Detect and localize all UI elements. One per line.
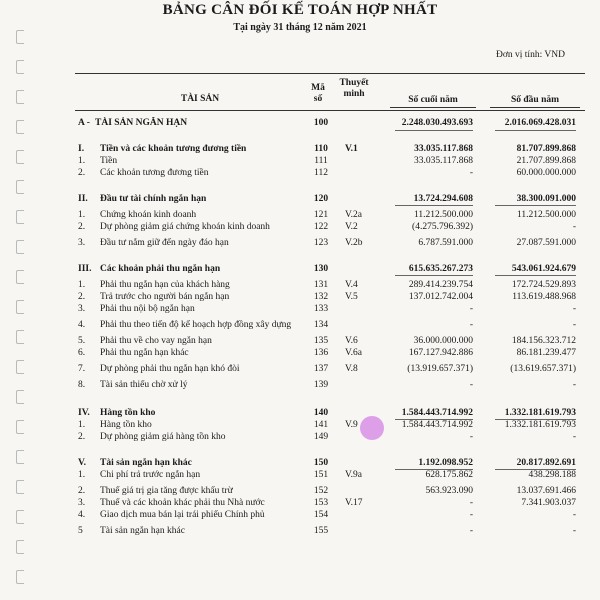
row-code: 155	[313, 526, 329, 536]
row-start-value: -	[572, 380, 576, 390]
row-number: 1.	[78, 420, 86, 430]
touch-indicator	[360, 416, 384, 440]
row-note: V.2b	[345, 238, 363, 248]
table-row	[0, 291, 600, 303]
subtotal-rule	[395, 419, 473, 420]
row-code: 134	[313, 320, 329, 330]
start-header-underline	[490, 107, 580, 108]
currency-unit: Đơn vị tính: VND	[496, 50, 565, 60]
row-end-value: (13.919.657.371)	[407, 364, 473, 374]
row-start-value: -	[572, 222, 576, 232]
row-label: Các khoản phải thu ngắn hạn	[100, 264, 221, 274]
column-header-end-of-year: Số cuối năm	[408, 95, 458, 105]
row-code: 151	[313, 470, 329, 480]
row-end-value: (4.275.796.392)	[412, 222, 473, 232]
row-label: Dự phòng giảm giá chứng khoán kinh doanh	[100, 222, 270, 232]
subtotal-rule	[395, 469, 473, 470]
subtotal-rule	[495, 419, 576, 420]
row-end-value: 33.035.117.868	[413, 156, 473, 166]
end-header-underline	[390, 107, 476, 108]
row-note: V.6	[345, 336, 358, 346]
row-number: A -	[78, 118, 90, 128]
row-label: Thuế và các khoản khác phải thu Nhà nước	[100, 498, 265, 508]
row-label: Phải thu theo tiến độ kế hoạch hợp đồng xây dựng	[100, 320, 292, 330]
row-label: Trả trước cho người bán ngắn hạn	[100, 292, 230, 302]
row-start-value: 13.037.691.466	[516, 486, 576, 496]
row-end-value: 289.414.239.754	[408, 280, 473, 290]
row-start-value: 113.619.488.968	[512, 292, 576, 302]
row-code: 136	[313, 348, 329, 358]
row-number: II.	[78, 194, 88, 204]
row-end-value: 33.035.117.868	[414, 144, 473, 154]
row-label: Phải thu ngắn hạn khác	[100, 348, 189, 358]
row-end-value: 137.012.742.004	[408, 292, 473, 302]
row-label: Phải thu về cho vay ngắn hạn	[100, 336, 212, 346]
row-end-value: 615.635.267.273	[408, 264, 473, 274]
row-start-value: 172.724.529.893	[511, 280, 576, 290]
table-row	[0, 167, 600, 179]
row-number: 3.	[78, 498, 86, 508]
row-code: 133	[313, 304, 329, 314]
row-note: V.4	[345, 280, 358, 290]
row-note: V.9	[345, 420, 358, 430]
table-row	[0, 143, 600, 155]
row-number: 4.	[78, 510, 86, 520]
row-code: 149	[313, 432, 329, 442]
row-start-value: 543.061.924.679	[511, 264, 576, 274]
row-number: 1.	[78, 280, 86, 290]
row-end-value: -	[469, 304, 473, 314]
document-title: BẢNG CÂN ĐỐI KẾ TOÁN HỢP NHẤT	[162, 2, 438, 18]
table-row	[0, 469, 600, 481]
row-note: V.8	[345, 364, 358, 374]
row-end-value: 1.584.443.714.992	[401, 408, 473, 418]
table-row	[0, 193, 600, 205]
row-label: Đầu tư tài chính ngắn hạn	[100, 194, 207, 204]
row-code: 154	[313, 510, 329, 520]
row-label: Dự phòng giảm giá hàng tồn kho	[100, 432, 226, 442]
row-start-value: -	[572, 510, 576, 520]
row-number: 2.	[78, 292, 86, 302]
row-start-value: 86.181.239.477	[516, 348, 576, 358]
row-start-value: -	[572, 320, 576, 330]
row-end-value: 1.584.443.714.992	[401, 420, 473, 430]
table-row	[0, 335, 600, 347]
column-header-code: Mã số	[311, 83, 325, 104]
row-code: 123	[313, 238, 329, 248]
row-note: V.17	[345, 498, 363, 508]
table-row	[0, 237, 600, 249]
row-label: TÀI SẢN NGẮN HẠN	[95, 118, 188, 128]
row-note: V.1	[345, 144, 358, 154]
row-number: 1.	[78, 156, 86, 166]
row-code: 122	[313, 222, 329, 232]
row-number: III.	[78, 264, 92, 274]
row-start-value: 81.707.899.868	[516, 144, 576, 154]
row-start-value: 60.000.000.000	[516, 168, 576, 178]
table-row	[0, 419, 600, 431]
table-row	[0, 303, 600, 315]
row-number: 2.	[78, 486, 86, 496]
row-number: 8.	[78, 380, 86, 390]
subtotal-rule	[495, 130, 576, 131]
row-end-value: 1.192.098.952	[418, 458, 473, 468]
row-start-value: 27.087.591.000	[516, 238, 576, 248]
row-start-value: 20.817.892.691	[516, 458, 576, 468]
row-code: 141	[313, 420, 329, 430]
row-code: 152	[313, 486, 329, 496]
row-label: Tài sản thiếu chờ xử lý	[100, 380, 188, 390]
row-number: 4.	[78, 320, 86, 330]
row-code: 132	[313, 292, 329, 302]
table-row	[0, 431, 600, 443]
table-row	[0, 155, 600, 167]
row-end-value: 628.175.862	[425, 470, 473, 480]
row-number: I.	[78, 144, 85, 154]
row-label: Hàng tồn kho	[100, 420, 152, 430]
row-end-value: -	[469, 526, 473, 536]
row-code: 111	[314, 156, 328, 166]
header-bottom-rule	[75, 110, 585, 111]
row-note: V.9a	[345, 470, 362, 480]
document-date: Tại ngày 31 tháng 12 năm 2021	[233, 22, 367, 33]
subtotal-rule	[495, 275, 576, 276]
row-end-value: 563.923.090	[425, 486, 473, 496]
subtotal-rule	[395, 130, 473, 131]
row-number: 5	[78, 526, 83, 536]
row-label: Tiền và các khoản tương đương tiền	[100, 144, 247, 154]
row-end-value: -	[469, 510, 473, 520]
table-row	[0, 319, 600, 331]
header-top-rule	[75, 73, 585, 74]
row-end-value: -	[469, 380, 473, 390]
row-end-value: 11.212.500.000	[413, 210, 473, 220]
row-start-value: 11.212.500.000	[516, 210, 576, 220]
row-start-value: 2.016.069.428.031	[504, 118, 576, 128]
row-label: Phải thu ngắn hạn của khách hàng	[100, 280, 230, 290]
row-start-value: 184.156.323.712	[511, 336, 576, 346]
row-label: Hàng tồn kho	[100, 408, 156, 418]
subtotal-rule	[395, 205, 473, 206]
row-number: 5.	[78, 336, 86, 346]
row-code: 100	[313, 118, 329, 128]
table-row	[0, 363, 600, 375]
subtotal-rule	[395, 275, 473, 276]
table-row	[0, 379, 600, 391]
subtotal-rule	[495, 205, 576, 206]
row-end-value: 13.724.294.608	[413, 194, 473, 204]
row-number: 3.	[78, 238, 86, 248]
row-start-value: 38.300.091.000	[516, 194, 576, 204]
table-row	[0, 509, 600, 521]
row-number: 1.	[78, 470, 86, 480]
row-number: V.	[78, 458, 87, 468]
row-note: V.2	[345, 222, 358, 232]
row-start-value: -	[572, 304, 576, 314]
row-note: V.6a	[345, 348, 362, 358]
row-code: 135	[313, 336, 329, 346]
table-row	[0, 485, 600, 497]
row-end-value: -	[469, 320, 473, 330]
row-code: 140	[313, 408, 329, 418]
row-code: 139	[313, 380, 329, 390]
row-end-value: 167.127.942.886	[408, 348, 473, 358]
row-label: Đầu tư nắm giữ đến ngày đáo hạn	[100, 238, 229, 248]
table-row	[0, 457, 600, 469]
row-start-value: 1.332.181.619.793	[504, 420, 576, 430]
row-label: Tài sản ngắn hạn khác	[100, 458, 192, 468]
row-end-value: -	[469, 498, 473, 508]
row-number: IV.	[78, 408, 90, 418]
table-row	[0, 279, 600, 291]
row-code: 153	[313, 498, 329, 508]
row-code: 120	[313, 194, 329, 204]
table-row	[0, 525, 600, 537]
row-start-value: -	[572, 432, 576, 442]
row-label: Chứng khoán kinh doanh	[100, 210, 197, 220]
row-end-value: -	[469, 432, 473, 442]
table-row	[0, 221, 600, 233]
row-label: Các khoản tương đương tiền	[100, 168, 209, 178]
row-end-value: 6.787.591.000	[418, 238, 473, 248]
row-end-value: 36.000.000.000	[413, 336, 473, 346]
row-end-value: 2.248.030.493.693	[401, 118, 473, 128]
row-code: 131	[313, 280, 329, 290]
row-start-value: 21.707.899.868	[516, 156, 576, 166]
row-start-value: 1.332.181.619.793	[504, 408, 576, 418]
row-label: Giao dịch mua bán lại trái phiếu Chính phủ	[100, 510, 265, 520]
row-code: 137	[313, 364, 329, 374]
table-row	[0, 347, 600, 359]
table-row	[0, 497, 600, 509]
row-code: 150	[313, 458, 329, 468]
row-label: Chi phí trả trước ngắn hạn	[100, 470, 201, 480]
column-header-start-of-year: Số đầu năm	[510, 95, 560, 105]
row-code: 112	[314, 168, 328, 178]
row-label: Tài sản ngắn hạn khác	[100, 526, 185, 536]
row-number: 2.	[78, 222, 86, 232]
row-start-value: -	[572, 526, 576, 536]
row-number: 2.	[78, 432, 86, 442]
row-start-value: (13.619.657.371)	[510, 364, 576, 374]
table-row	[0, 263, 600, 275]
row-code: 130	[313, 264, 329, 274]
row-label: Tiền	[100, 156, 118, 166]
column-header-assets: TÀI SẢN	[180, 94, 220, 104]
column-header-note: Thuyết minh	[339, 78, 369, 99]
row-number: 6.	[78, 348, 86, 358]
row-number: 1.	[78, 210, 86, 220]
row-end-value: -	[469, 168, 473, 178]
row-number: 7.	[78, 364, 86, 374]
row-code: 121	[313, 210, 329, 220]
row-note: V.5	[345, 292, 358, 302]
row-note: V.2a	[345, 210, 362, 220]
row-label: Phải thu nội bộ ngắn hạn	[100, 304, 195, 314]
row-start-value: 438.298.188	[528, 470, 576, 480]
subtotal-rule	[495, 469, 576, 470]
row-number: 2.	[78, 168, 86, 178]
row-label: Dự phòng phải thu ngắn hạn khó đòi	[100, 364, 240, 374]
row-code: 110	[314, 144, 328, 154]
table-row	[0, 117, 600, 129]
row-label: Thuế giá trị gia tăng được khấu trừ	[100, 486, 233, 496]
table-row	[0, 209, 600, 221]
row-number: 3.	[78, 304, 86, 314]
row-start-value: 7.341.903.037	[521, 498, 576, 508]
table-row	[0, 407, 600, 419]
